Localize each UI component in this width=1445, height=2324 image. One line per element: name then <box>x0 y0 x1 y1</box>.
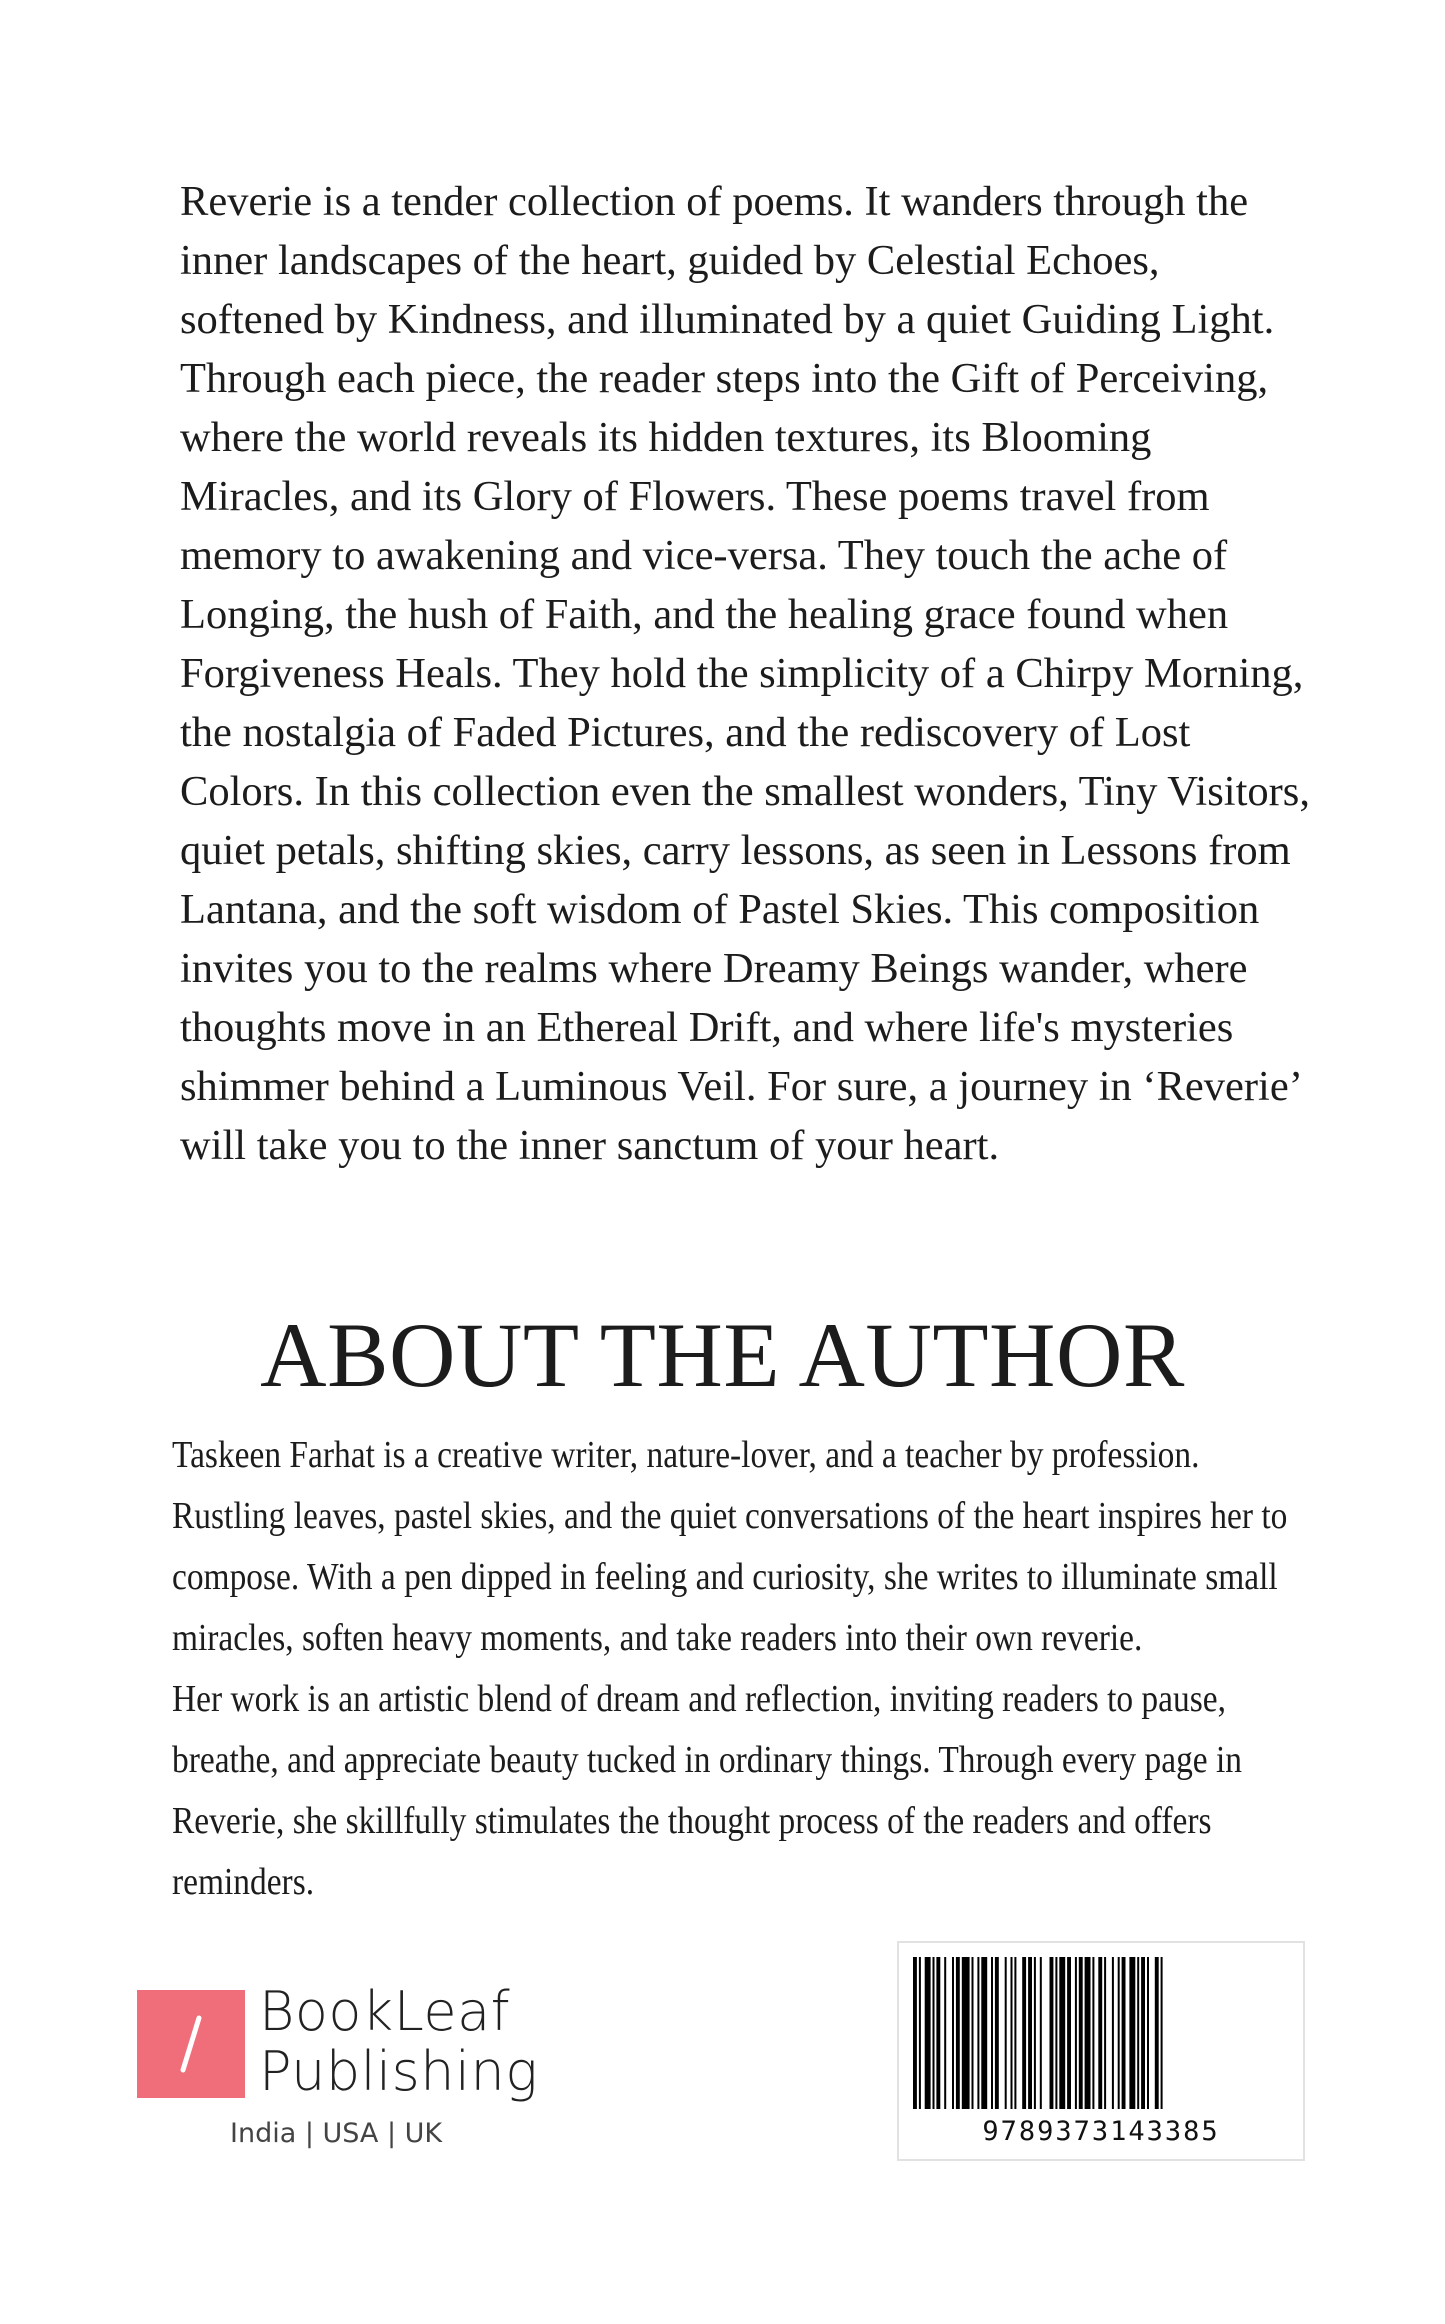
isbn-barcode <box>897 1941 1305 2161</box>
author-bio <box>172 1425 1307 1913</box>
author-bio-paragraph-1: Taskeen Farhat is a creative writer, nature-lover, and a teacher by profession. Rustling leaves, pastel skies, and the quiet conversations of the heart inspires her to compose. With a pen dipped in feeling and curiosity, she writes to illuminate small miracles, soften heavy moments, and take readers into their own reverie. <box>172 1434 1288 1659</box>
slash-logo-icon <box>137 1990 245 2098</box>
publisher-name <box>259 1982 538 2102</box>
publisher-name-line-2: Publishing <box>259 2040 539 2103</box>
book-blurb: Reverie is a tender collection of poems. It wanders through the inner landscapes of the heart, guided by Celestial Echoes, softened by Kindness, and illuminated by a quiet Guiding Light. Through each piece, the reader steps into the Gift of Perceiving, where the world reveals its hidden textures, its Blooming Miracles, and its Glory of Flowers. These poems travel from memory to awakening and vice-versa. They touch the ache of Longing, the hush of Faith, and the healing grace found when Forgiveness Heals. They hold the simplicity of a Chirpy Morning, the nostalgia of Faded Pictures, and the rediscovery of Lost Colors. In this collection even the smallest wonders, Tiny Visitors, quiet petals, shifting skies, carry lessons, as seen in Lessons from Lantana, and the soft wisdom of Pastel Skies. This composition invites you to the realms where Dreamy Beings wander, where thoughts move in an Ethereal Drift, and where life's mysteries shimmer behind a Luminous Veil. For sure, a journey in ‘Reverie’ will take you to the inner sanctum of your heart. <box>180 178 1310 1169</box>
publisher-logo <box>137 1980 557 2170</box>
author-bio-paragraph-2: Her work is an artistic blend of dream and reflection, inviting readers to pause, breathe, and appreciate beauty tucked in ordinary things. Through every page in Reverie, she skillfully stimulates the thought process of the readers and offers reminders. <box>172 1678 1243 1903</box>
barcode-bars <box>913 1957 1289 2109</box>
publisher-name-line-1: BookLeaf <box>259 1980 511 2043</box>
about-author-heading: ABOUT THE AUTHOR <box>260 1304 1185 1406</box>
isbn-number: 9789373143385 <box>982 2116 1220 2147</box>
publisher-regions: India | USA | UK <box>230 2118 443 2149</box>
